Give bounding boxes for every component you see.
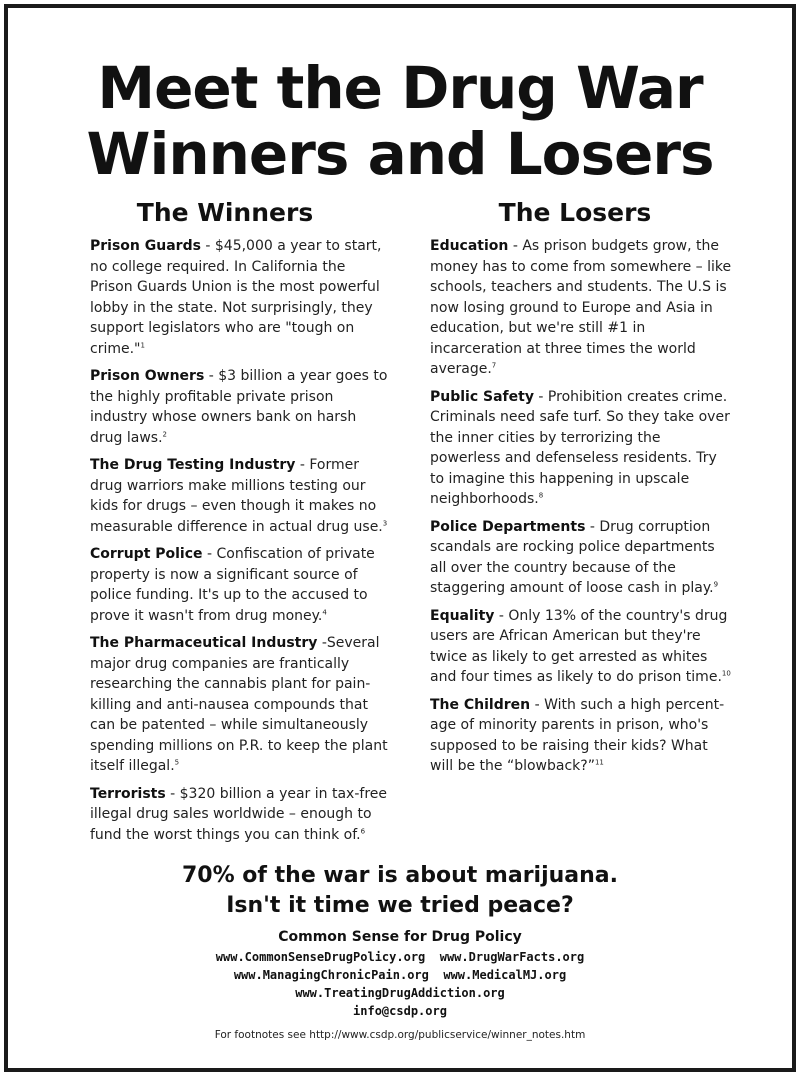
footnote-marker: 1 (140, 340, 145, 349)
winner-item-prison-owners (90, 366, 390, 448)
loser-item-children (430, 695, 732, 777)
loser-item-education (430, 236, 732, 380)
item-text: - Former drug warriors make millions testing our kids for drugs – even though it makes no measurable difference in actual drug use. (90, 457, 383, 535)
item-text: - $320 billion a year in tax-free illegal drug sales worldwide – enough to fund the worst things you can think of. (90, 785, 387, 843)
item-heading: Police Departments (430, 518, 586, 535)
link-medicalmj[interactable]: www.MedicalMJ.org (443, 968, 567, 982)
winner-item-terrorists (90, 784, 390, 846)
loser-item-police-departments (430, 517, 732, 599)
item-text: - Confiscation of private property is now a significant source of police funding. It's up to the accused to prove it wasn't from drug money. (90, 546, 375, 624)
link-drugwarfacts[interactable]: www.DrugWarFacts.org (439, 950, 585, 964)
item-text: - Prohibition creates crime. Criminals need safe turf. So they take over the inner cities by terrorizing the powerless and defenseless residents. Try to imagine this happening in upscale neighborhoods. (430, 388, 730, 507)
website-links (0, 948, 800, 1020)
winner-item-drug-testing (90, 455, 390, 537)
footnote-marker: 8 (538, 491, 544, 500)
item-text: - $45,000 a year to start, no college required. In California the Prison Guards Union is the most powerful lobby in the state. Not surprisingly, they support legislators who are "tough on crime." (90, 238, 382, 357)
footnote-marker: 6 (360, 826, 366, 835)
losers-column (430, 236, 732, 784)
loser-item-equality (430, 606, 732, 688)
footnote-marker: 7 (491, 361, 497, 370)
item-heading: The Children (430, 696, 531, 713)
footnote-marker: 5 (174, 758, 180, 767)
link-csdp[interactable]: www.CommonSenseDrugPolicy.org (215, 950, 426, 964)
tagline-line-2: Isn't it time we tried peace? (226, 893, 574, 918)
link-chronic-pain[interactable]: www.ManagingChronicPain.org (233, 968, 429, 982)
item-heading: Prison Owners (90, 368, 205, 384)
footnote-marker: 10 (721, 669, 731, 678)
footnote-reference: For footnotes see http://www.csdp.org/publicservice/winner_notes.htm (214, 1029, 586, 1041)
item-text: - Only 13% of the country's drug users are African American but they're twice as likely to get arrested as whites and four times as likely to do prison time. (430, 607, 728, 685)
footnote-marker: 4 (322, 607, 327, 616)
item-heading: The Drug Testing Industry (90, 457, 296, 473)
item-heading: Public Safety (430, 388, 534, 405)
item-heading: Corrupt Police (90, 546, 203, 562)
item-text: - Drug corruption scandals are rocking police departments all over the country because of the staggering amount of loose cash in play. (430, 518, 715, 596)
footnote-marker: 2 (162, 429, 167, 438)
footnote-marker: 11 (594, 758, 604, 767)
item-heading: Terrorists (90, 785, 166, 802)
item-text: - As prison budgets grow, the money has to come from somewhere – like schools, teachers and students. The U.S is now losing ground to Europe and Asia in education, but we're still #1 in incarceration at three times the world average. (430, 238, 732, 377)
item-heading: Equality (430, 607, 495, 624)
losers-heading: The Losers (498, 198, 652, 227)
item-heading: The Pharmaceutical Industry (90, 635, 318, 651)
item-heading: Education (430, 238, 509, 254)
item-text: - With such a high percent-age of minority parents in prison, who's supposed to be raising their kids? What will be the “blowback?” (430, 696, 725, 774)
page-title-line-1: Meet the Drug War (97, 54, 703, 122)
item-heading: Prison Guards (90, 238, 201, 254)
footnote-marker: 3 (382, 518, 388, 527)
loser-item-public-safety (430, 387, 732, 510)
page-title-line-2: Winners and Losers (86, 120, 714, 188)
winner-item-prison-guards (90, 236, 390, 359)
link-email[interactable]: info@csdp.org (353, 1004, 447, 1018)
tagline-line-1: 70% of the war is about marijuana. (181, 863, 618, 888)
footnote-marker: 9 (713, 580, 719, 589)
winner-item-pharmaceutical (90, 633, 390, 777)
winners-column (90, 236, 390, 852)
winner-item-corrupt-police (90, 544, 390, 626)
link-treating-addiction[interactable]: www.TreatingDrugAddiction.org (295, 986, 505, 1000)
item-text: - $3 billion a year goes to the highly profitable private prison industry whose owners bank on harsh drug laws. (90, 368, 388, 446)
organization-name: Common Sense for Drug Policy (278, 929, 522, 945)
winners-heading: The Winners (136, 198, 314, 227)
item-text: -Several major drug companies are frantically researching the cannabis plant for pain-killing and anti-nausea compounds that can be patented – while simultaneously spending millions on P.R. to keep the plant itself illegal. (90, 635, 388, 774)
